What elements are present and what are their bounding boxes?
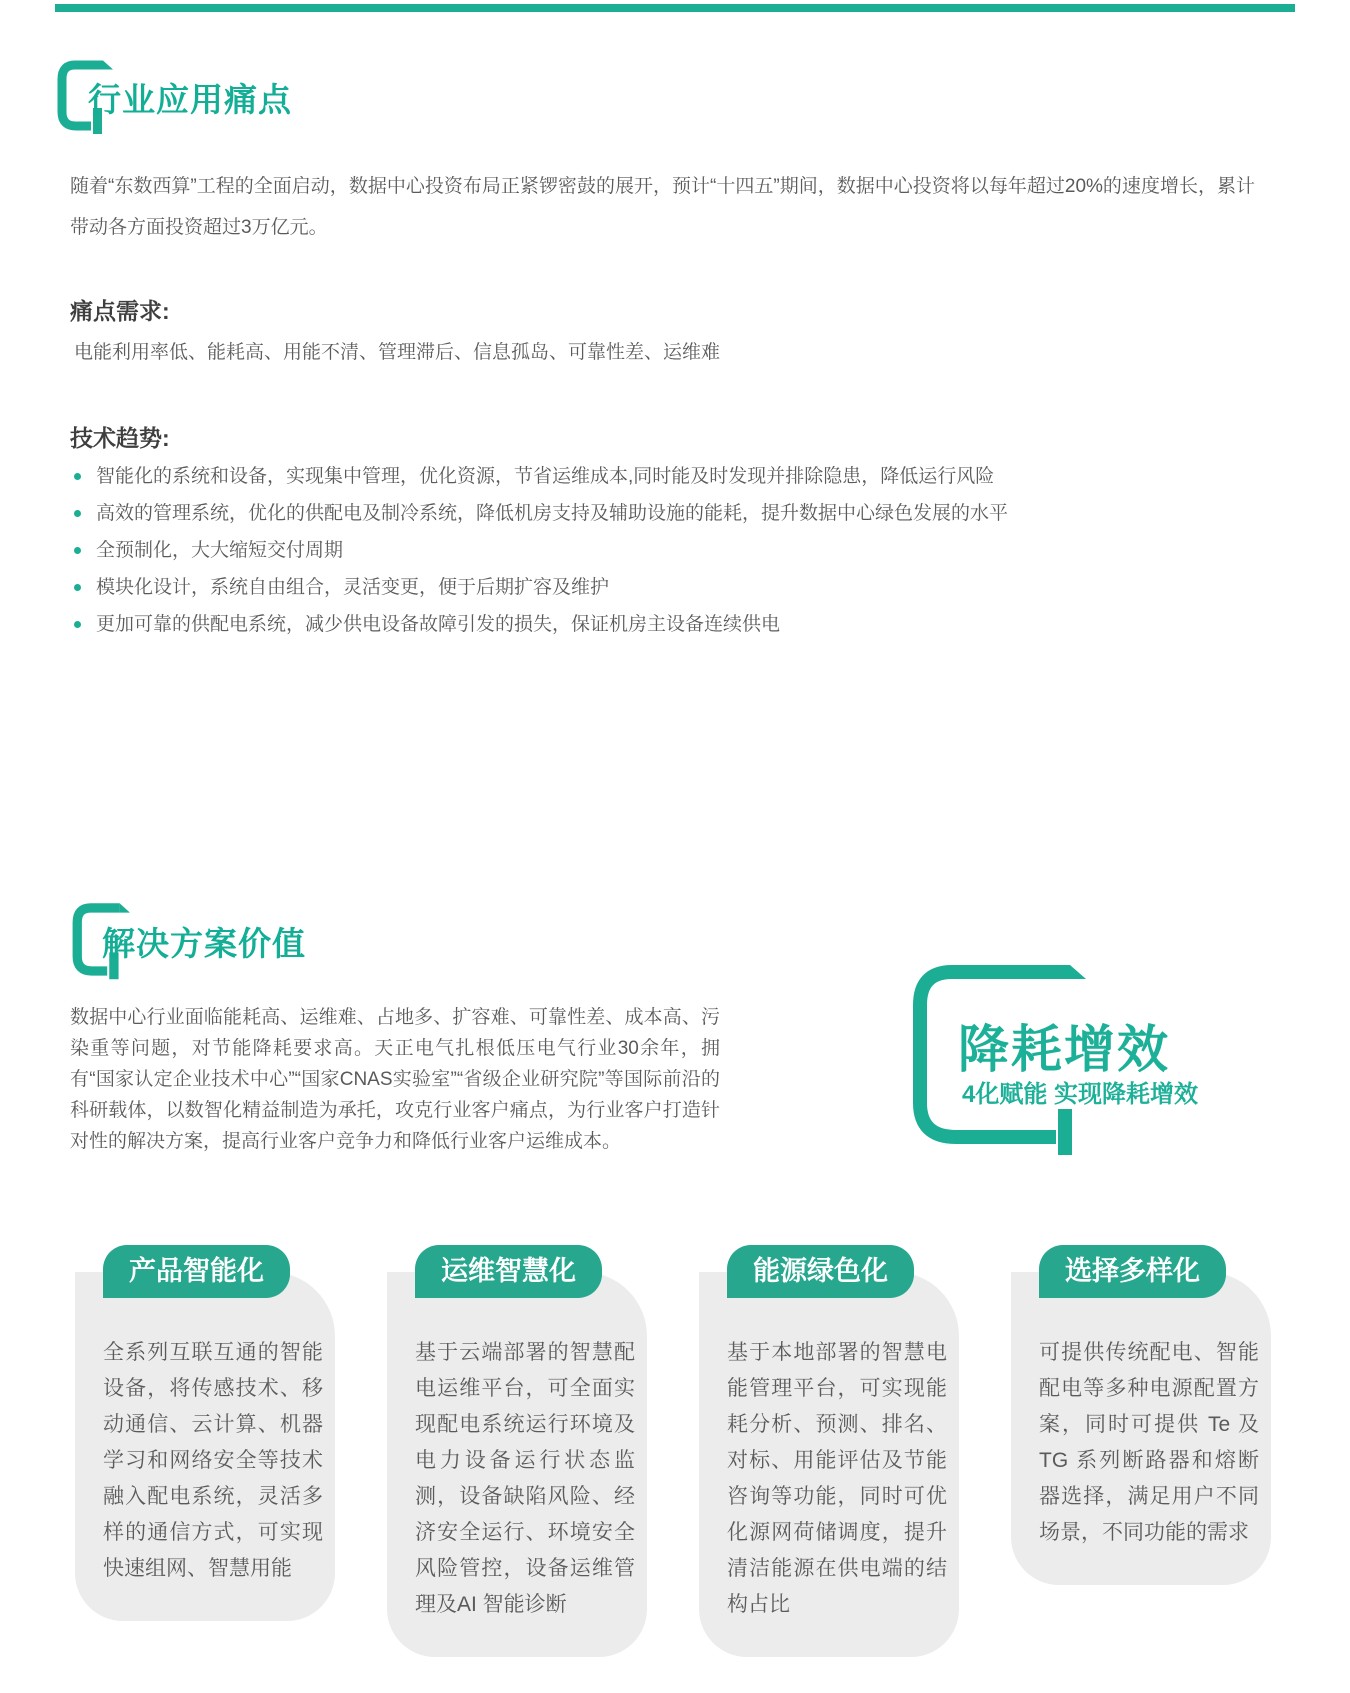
callout-title: 降耗增效 xyxy=(958,1021,1171,1078)
pain-demand-text: 电能利用率低、能耗高、用能不清、管理滞后、信息孤岛、可靠性差、运维难 xyxy=(74,342,721,363)
card-body-text: 可提供传统配电、智能配电等多种电源配置方案，同时可提供 Te 及 TG 系列断路器和熔断器选择，满足用户不同场景，不同功能的需求 xyxy=(1011,1272,1271,1585)
trend-item xyxy=(70,495,1008,532)
card-title-pill: 产品智能化 xyxy=(103,1245,290,1298)
section2-title: 解决方案价值 xyxy=(102,925,306,962)
callout-subtitle: 4化赋能 实现降耗增效 xyxy=(962,1081,1199,1108)
trend-item xyxy=(70,532,1008,569)
section1-title: 行业应用痛点 xyxy=(88,81,292,118)
card-body-text: 基于云端部署的智慧配电运维平台，可全面实现配电系统运行环境及电力设备运行状态监测，设备缺陷风险、经济安全运行、环境安全风险管控，设备运维管理及AI 智能诊断 xyxy=(387,1272,647,1657)
card-title-pill: 选择多样化 xyxy=(1039,1245,1226,1298)
card-smart-operation xyxy=(387,1245,647,1657)
trend-item xyxy=(70,458,1008,495)
section1-intro-paragraph: 随着“东数西算”工程的全面启动，数据中心投资布局正紧锣密鼓的展开，预计“十四五”期间，数据中心投资将以每年超过20%的速度增长，累计带动各方面投资超过3万亿元。 xyxy=(70,176,1255,238)
section2-paragraph: 数据中心行业面临能耗高、运维难、占地多、扩容难、可靠性差、成本高、污染重等问题，对节能降耗要求高。天正电气扎根低压电气行业30余年，拥有“国家认定企业技术中心”“国家CNAS实验室”“省级企业研究院”等国际前沿的科研载体，以数智化精益制造为承托，攻克行业客户痛点，为行业客户打造针对性的解决方案，提高行业客户竞争力和降低行业客户运维成本。 xyxy=(70,1007,720,1152)
trend-item-text: 高效的管理系统，优化的供配电及制冷系统，降低机房支持及辅助设施的能耗，提升数据中心绿色发展的水平 xyxy=(96,503,1009,524)
card-body-text: 全系列互联互通的智能设备，将传感技术、移动通信、云计算、机器学习和网络安全等技术融入配电系统，灵活多样的通信方式，可实现快速组网、智慧用能 xyxy=(75,1272,335,1621)
top-accent-bar xyxy=(55,4,1295,12)
bullet-dot-icon xyxy=(74,510,81,517)
bullet-dot-icon xyxy=(74,621,81,628)
trend-item-text: 模块化设计，系统自由组合，灵活变更，便于后期扩容及维护 xyxy=(96,577,610,598)
tech-trend-list xyxy=(70,458,1008,643)
pain-demand-heading: 痛点需求: xyxy=(70,298,170,324)
trend-item xyxy=(70,606,1008,643)
card-diverse-choice xyxy=(1011,1245,1271,1585)
trend-item-text: 智能化的系统和设备，实现集中管理，优化资源，节省运维成本,同时能及时发现并排除隐患，降低运行风险 xyxy=(96,466,995,487)
value-cards-row xyxy=(75,1245,1275,1657)
trend-item-text: 全预制化，大大缩短交付周期 xyxy=(96,540,344,561)
card-green-energy xyxy=(699,1245,959,1657)
trend-item xyxy=(70,569,1008,606)
card-body-text: 基于本地部署的智慧电能管理平台，可实现能耗分析、预测、排名、对标、用能评估及节能咨询等功能，同时可优化源网荷储调度，提升清洁能源在供电端的结构占比 xyxy=(699,1272,959,1657)
bullet-dot-icon xyxy=(74,584,81,591)
trend-item-text: 更加可靠的供配电系统，减少供电设备故障引发的损失，保证机房主设备连续供电 xyxy=(96,614,781,635)
card-title-pill: 能源绿色化 xyxy=(727,1245,914,1298)
tech-trend-heading: 技术趋势: xyxy=(70,425,170,451)
bullet-dot-icon xyxy=(74,547,81,554)
card-title-pill: 运维智慧化 xyxy=(415,1245,602,1298)
card-product-intelligence xyxy=(75,1245,335,1621)
bullet-dot-icon xyxy=(74,473,81,480)
